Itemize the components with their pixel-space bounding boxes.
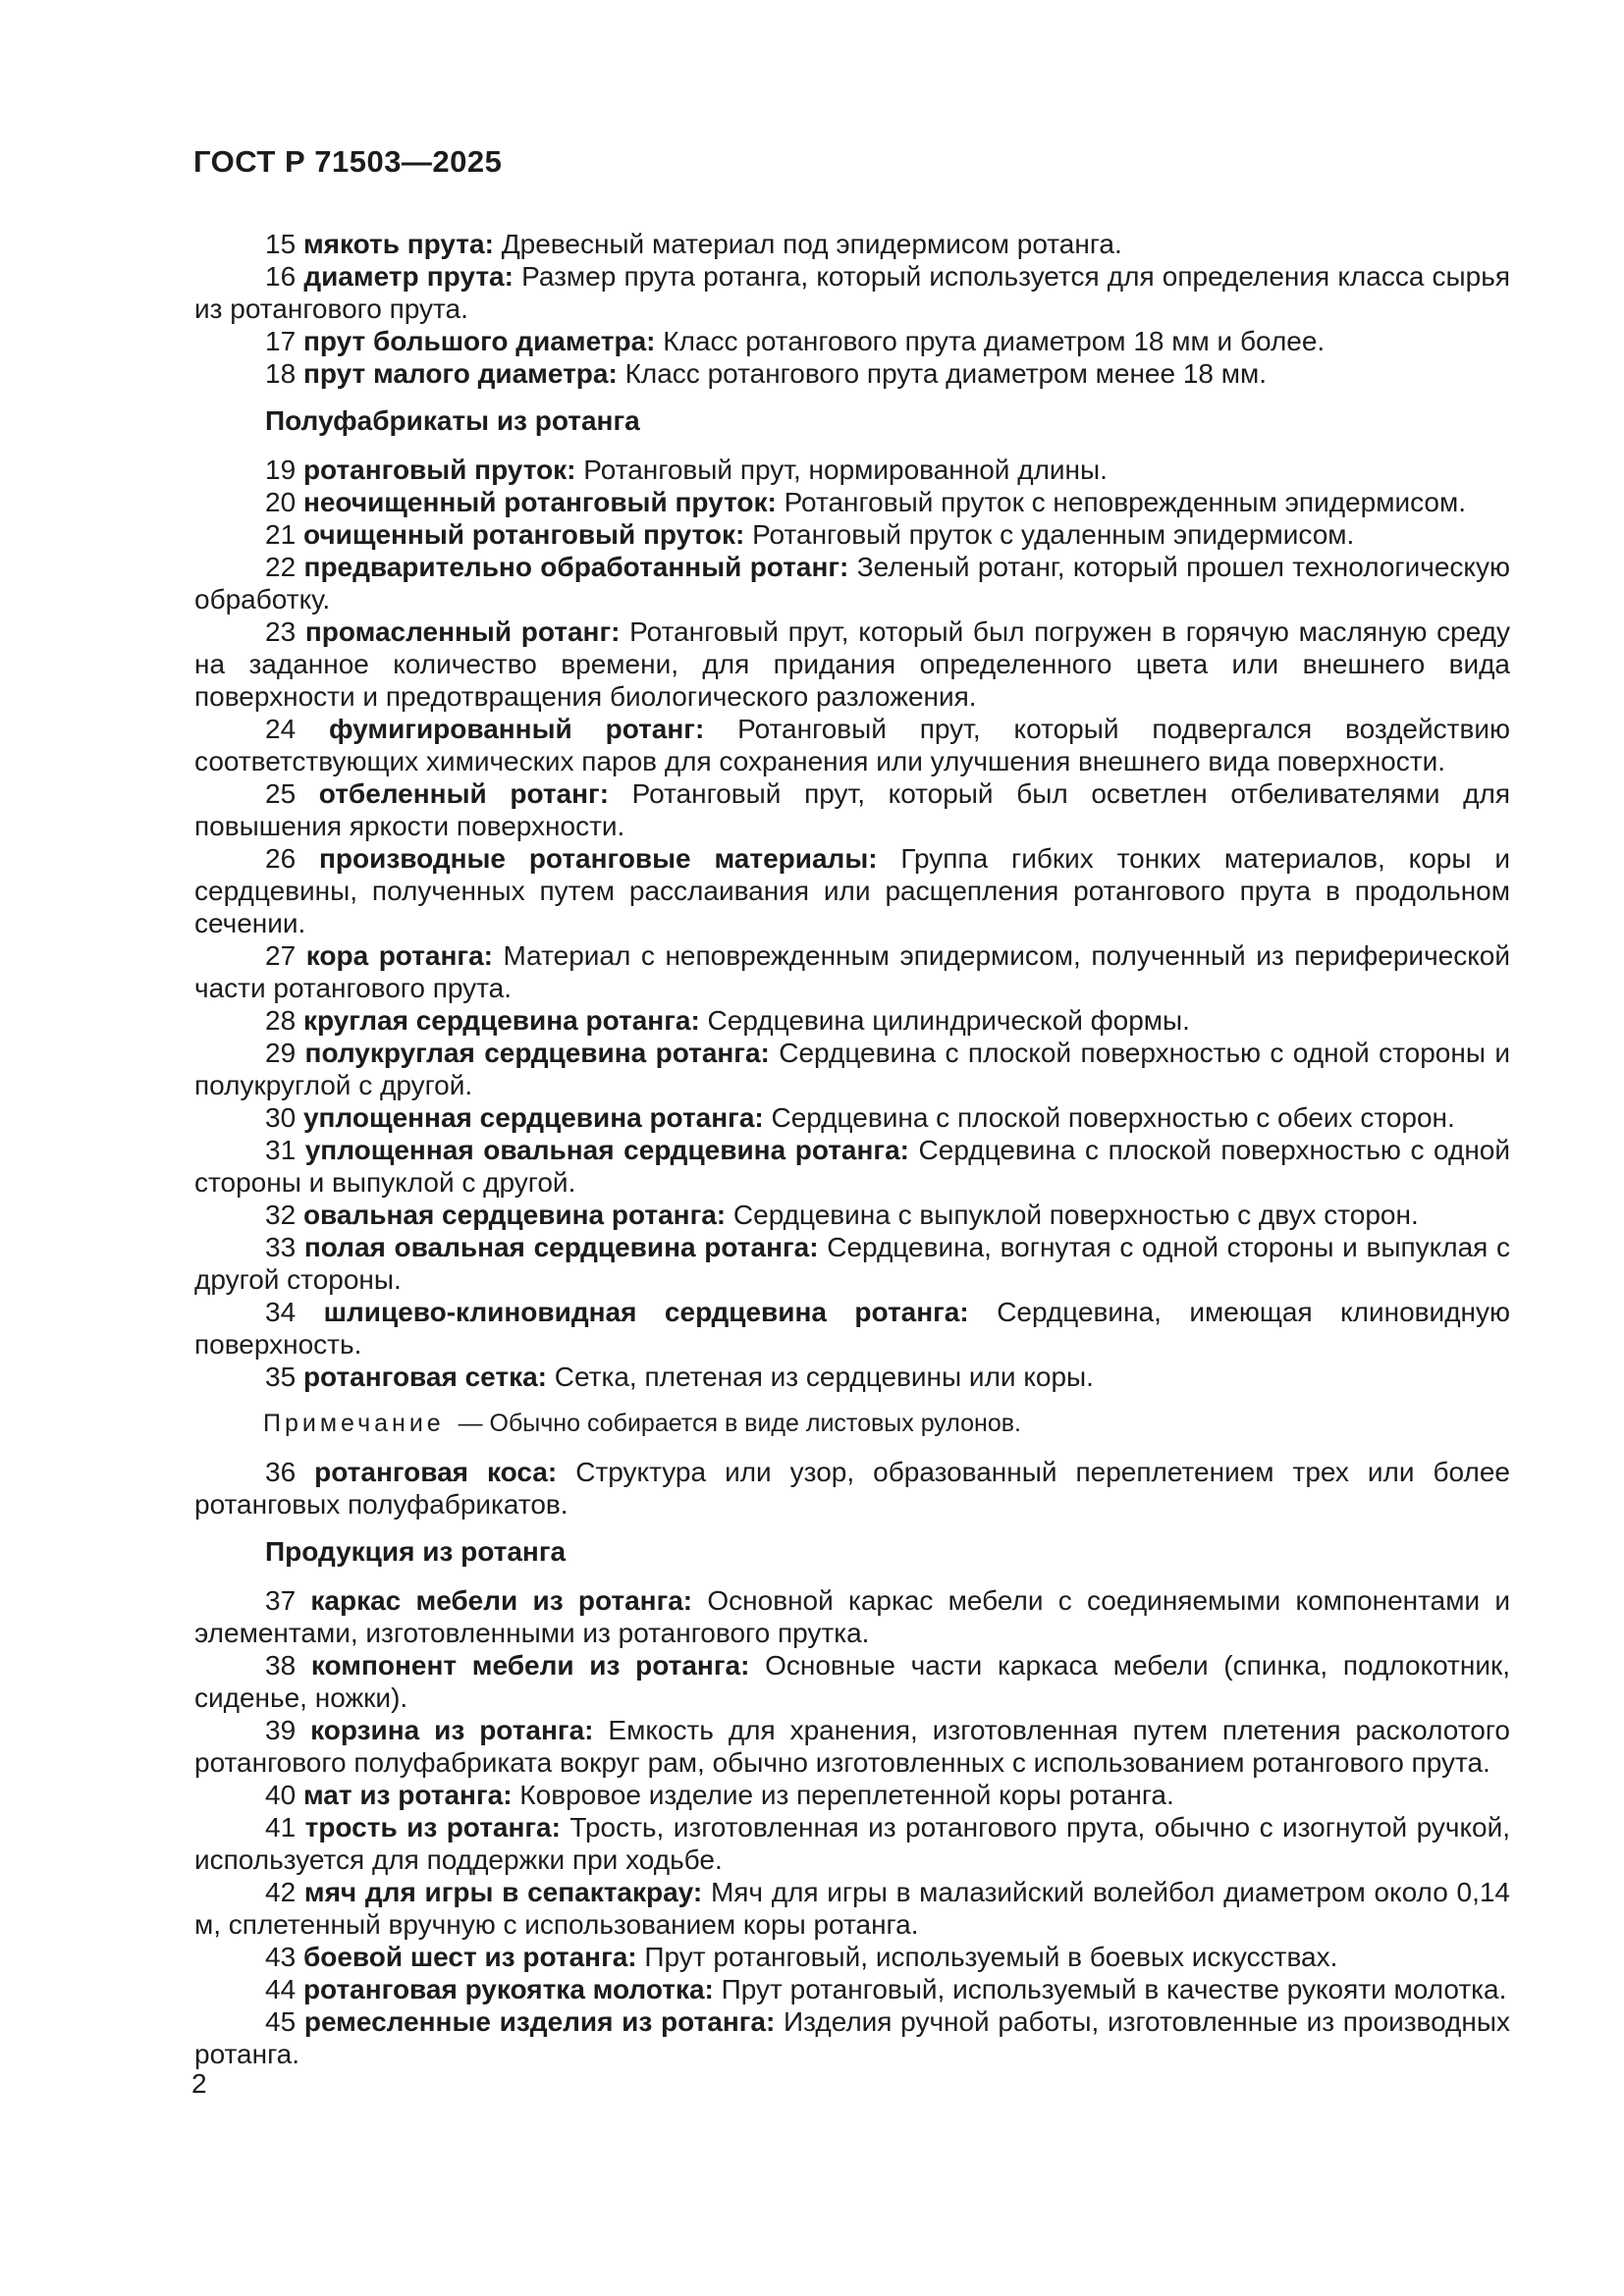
term-number: 34 <box>265 1297 324 1327</box>
term-text: Сердцевина с плоской поверхностью с одной стороны и выпуклой с другой. <box>194 1135 1510 1198</box>
term-definition-item <box>194 228 1510 260</box>
term-number: 17 <box>265 326 303 356</box>
term-name: уплощенная сердцевина ротанга: <box>302 1102 764 1133</box>
term-name: прут малого диаметра: <box>302 358 618 389</box>
term-definition-item <box>194 713 1510 777</box>
term-name: компонент мебели из ротанга: <box>310 1650 750 1681</box>
section-heading: Полуфабрикаты из ротанга <box>265 405 640 436</box>
section-heading: Продукция из ротанга <box>265 1536 567 1567</box>
term-number: 25 <box>265 778 319 809</box>
term-name: ремесленные изделия из ротанга: <box>303 2006 776 2037</box>
term-definition-item <box>194 260 1510 325</box>
term-text: Материал с неповрежденным эпидермисом, полученный из периферической части ротангового прута. <box>194 940 1511 1003</box>
term-definition-item <box>194 518 1510 551</box>
term-text: Мяч для игры в малазийский волейбол диаметром около 0,14 м, сплетенный вручную с использованием коры ротанга. <box>194 1877 1510 1940</box>
term-number: 31 <box>265 1135 305 1165</box>
term-name: диаметр прута: <box>303 261 514 292</box>
term-name: боевой шест из ротанга: <box>302 1942 637 1972</box>
term-number: 24 <box>265 714 330 744</box>
term-definition-item <box>194 1973 1510 2005</box>
term-definition-item <box>194 1037 1510 1101</box>
term-number: 18 <box>265 358 303 389</box>
term-number: 41 <box>265 1812 305 1842</box>
note-label: Примечание <box>263 1410 445 1437</box>
term-text: Ковровое изделие из переплетенной коры ротанга. <box>512 1780 1174 1810</box>
term-number: 42 <box>265 1877 304 1907</box>
term-name: очищенный ротанговый пруток: <box>302 519 745 550</box>
term-name: промасленный ротанг: <box>304 616 621 647</box>
term-text: Класс ротангового прута диаметром 18 мм и более. <box>655 326 1326 356</box>
term-definition-item <box>194 1361 1510 1393</box>
term-name: овальная сердцевина ротанга: <box>302 1200 727 1230</box>
term-name: трость из ротанга: <box>304 1812 561 1842</box>
term-definition-item <box>194 1101 1510 1134</box>
term-text: Сердцевина с выпуклой поверхностью с двух сторон. <box>726 1200 1419 1230</box>
term-name: ротанговая сетка: <box>302 1362 547 1392</box>
term-text: Сердцевина с плоской поверхностью с обеих сторон. <box>763 1102 1455 1133</box>
term-number: 43 <box>265 1942 303 1972</box>
term-number: 16 <box>265 261 304 292</box>
note-text: — Обычно собирается в виде листовых рулонов. <box>444 1410 1021 1437</box>
term-definition-item <box>194 454 1510 486</box>
term-number: 19 <box>265 454 303 485</box>
term-text: Древесный материал под эпидермисом ротанга. <box>493 229 1122 259</box>
term-text: Прут ротанговый, используемый в боевых искусствах. <box>636 1942 1338 1972</box>
term-text: Основной каркас мебели с соединяемыми компонентами и элементами, изготовленными из ротангового прутка. <box>194 1585 1510 1648</box>
term-text: Размер прута ротанга, который используется для определения класса сырья из ротангового прута. <box>194 261 1510 324</box>
term-name: круглая сердцевина ротанга: <box>302 1005 700 1036</box>
term-definition-item <box>194 2005 1510 2070</box>
term-text: Зеленый ротанг, который прошел технологическую обработку. <box>194 552 1510 614</box>
term-number: 22 <box>265 552 304 582</box>
term-text: Сетка, плетеная из сердцевины или коры. <box>546 1362 1094 1392</box>
term-text: Емкость для хранения, изготовленная путем плетения расколотого ротангового полуфабриката вокруг рам, обычно изготовленных с использованием ротангового прута. <box>194 1715 1510 1778</box>
term-definition-item <box>194 325 1510 357</box>
term-text: Ротанговый прут, который подвергался воздействию соответствующих химических паров для сохранения или улучшения внешнего вида поверхности. <box>194 714 1510 776</box>
term-definition-item <box>194 1296 1510 1361</box>
term-definition-item <box>194 939 1510 1004</box>
term-name: предварительно обработанный ротанг: <box>303 552 849 582</box>
term-text: Изделия ручной работы, изготовленные из производных ротанга. <box>194 2006 1510 2069</box>
term-text: Трость, изготовленная из ротангового прута, обычно с изогнутой ручкой, используется для поддержки при ходьбе. <box>194 1812 1511 1875</box>
term-number: 20 <box>265 487 303 517</box>
term-name: кора ротанга: <box>305 940 493 971</box>
term-definition-item <box>194 777 1510 842</box>
term-number: 37 <box>265 1585 311 1616</box>
term-text: Ротанговый прут, нормированной длины. <box>575 454 1108 485</box>
term-text: Класс ротангового прута диаметром менее 18 мм. <box>617 358 1268 389</box>
term-definition-item <box>194 1941 1510 1973</box>
term-definition-item <box>194 1004 1510 1037</box>
term-number: 21 <box>265 519 303 550</box>
term-text: Группа гибких тонких материалов, коры и сердцевины, полученных путем расслаивания или расщепления ротангового прута в продольном сечении. <box>194 843 1510 938</box>
term-definition-item <box>194 1714 1510 1779</box>
term-name: мякоть прута: <box>302 229 494 259</box>
term-name: уплощенная овальная сердцевина ротанга: <box>304 1135 909 1165</box>
term-definition-item <box>194 1779 1510 1811</box>
term-definition-item <box>194 486 1510 518</box>
page-number: 2 <box>191 2068 207 2099</box>
term-name: производные ротанговые материалы: <box>318 843 878 874</box>
term-name: ротанговый пруток: <box>302 454 576 485</box>
term-name: корзина из ротанга: <box>310 1715 594 1745</box>
term-number: 29 <box>265 1038 305 1068</box>
term-number: 28 <box>265 1005 303 1036</box>
term-text: Ротанговый прут, который был погружен в горячую масляную среду на заданное количество времени, для придания определенного цвета или внешнего вида поверхности и предотвращения биологического разложения. <box>194 616 1510 712</box>
term-number: 35 <box>265 1362 303 1392</box>
term-name: полукруглая сердцевина ротанга: <box>304 1038 770 1068</box>
term-name: мяч для игры в сепактакрау: <box>303 1877 703 1907</box>
term-text: Структура или узор, образованный переплетением трех или более ротанговых полуфабрикатов. <box>194 1457 1510 1520</box>
term-definition-item <box>194 1876 1510 1941</box>
term-number: 30 <box>265 1102 303 1133</box>
term-text: Сердцевина, вогнутая с одной стороны и выпуклая с другой стороны. <box>194 1232 1510 1295</box>
term-definition-item <box>194 1199 1510 1231</box>
term-name: прут большого диаметра: <box>302 326 656 356</box>
term-number: 38 <box>265 1650 311 1681</box>
term-definition-item <box>194 357 1510 390</box>
term-number: 33 <box>265 1232 304 1262</box>
term-definition-item <box>194 1811 1510 1876</box>
term-text: Основные части каркаса мебели (спинка, подлокотник, сиденье, ножки). <box>194 1650 1510 1713</box>
term-definition-item <box>194 551 1510 615</box>
term-number: 36 <box>265 1457 315 1487</box>
term-name: ротанговая коса: <box>314 1457 558 1487</box>
term-number: 15 <box>265 229 303 259</box>
term-name: фумигированный ротанг: <box>329 714 705 744</box>
term-name: каркас мебели из ротанга: <box>310 1585 693 1616</box>
document-body <box>194 228 1510 2070</box>
term-definition-item <box>194 1231 1510 1296</box>
term-text: Ротанговый пруток с удаленным эпидермисом. <box>744 519 1355 550</box>
term-number: 26 <box>265 843 319 874</box>
term-definition-item <box>194 1134 1510 1199</box>
term-name: мат из ротанга: <box>302 1780 513 1810</box>
term-text: Сердцевина, имеющая клиновидную поверхность. <box>194 1297 1510 1360</box>
term-text: Ротанговый пруток с неповрежденным эпидермисом. <box>776 487 1466 517</box>
term-number: 44 <box>265 1974 303 2004</box>
term-name: полая овальная сердцевина ротанга: <box>303 1232 819 1262</box>
term-definition-item <box>194 1456 1510 1521</box>
note <box>194 1409 1510 1439</box>
term-number: 27 <box>265 940 306 971</box>
term-number: 45 <box>265 2006 304 2037</box>
term-text: Ротанговый прут, который был осветлен отбеливателями для повышения яркости поверхности. <box>194 778 1510 841</box>
term-number: 39 <box>265 1715 311 1745</box>
term-name: отбеленный ротанг: <box>318 778 610 809</box>
term-text: Сердцевина цилиндрической формы. <box>699 1005 1190 1036</box>
term-definition-item <box>194 1649 1510 1714</box>
term-name: шлицево-клиновидная сердцевина ротанга: <box>323 1297 969 1327</box>
term-definition-item <box>194 1584 1510 1649</box>
term-name: ротанговая рукоятка молотка: <box>302 1974 714 2004</box>
term-text: Прут ротанговый, используемый в качестве рукояти молотка. <box>713 1974 1507 2004</box>
term-name: неочищенный ротанговый пруток: <box>302 487 777 517</box>
term-number: 32 <box>265 1200 303 1230</box>
document-header-gost-number: ГОСТ Р 71503—2025 <box>193 144 503 179</box>
term-number: 23 <box>265 616 305 647</box>
term-definition-item <box>194 615 1510 713</box>
term-definition-item <box>194 842 1510 939</box>
term-text: Сердцевина с плоской поверхностью с одной стороны и полукруглой с другой. <box>194 1038 1510 1100</box>
term-number: 40 <box>265 1780 303 1810</box>
